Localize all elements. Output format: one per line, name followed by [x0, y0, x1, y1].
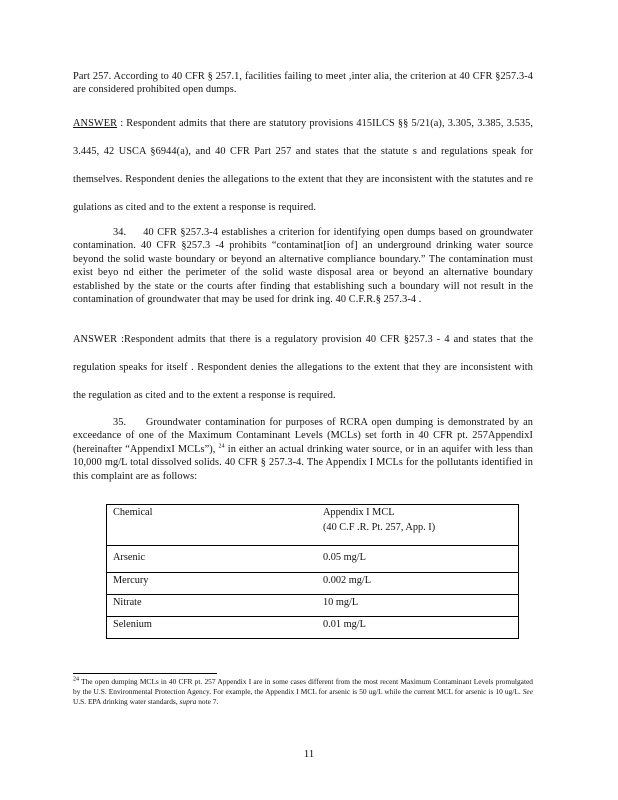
- header-mcl-title: Appendix I MCL: [323, 507, 395, 518]
- paragraph-35-text-b: in either an actual drinking water source, or in an aquifer with less than 10,000 mg/L total dissolved solids. 40 CFR § 257.3-4. The Appendix I MCLs for the pollutants identified in this complaint are as follows:: [73, 443, 533, 482]
- mcl-cell: 10 mg/L: [317, 595, 519, 617]
- footnote-divider: [73, 673, 217, 674]
- footnote-24: [73, 677, 533, 708]
- answer-1-text: : Respondent admits that there are statutory provisions 415ILCS §§ 5/21(a), 3.305, 3.385, 3.535, 3.445, 42 USCA §6944(a), and 40 CFR Part 257 and states that the statute s and regulations speak for themselves. Respondent denies the allegations to the extent that they are inconsistent with the statutes and re gulations as cited and to the extent a response is required.: [73, 118, 533, 213]
- answer-2-text: :Respondent admits that there is a regulatory provision 40 CFR §257.3 - 4 and states that the regulation speaks for itself . Respondent denies the allegations to the extent that they are inconsistent with the regulation as cited and to the extent a response is required.: [73, 334, 533, 401]
- footnote-see-text: U.S. EPA drinking water standards,: [73, 697, 178, 707]
- answer-2: [73, 326, 533, 410]
- mcl-table: [106, 504, 519, 639]
- mcl-cell: 0.002 mg/L: [317, 573, 519, 595]
- table-row: [107, 546, 519, 573]
- header-chemical: Chemical: [107, 505, 318, 546]
- answer-1-label: ANSWER: [73, 118, 118, 129]
- answer-1: [73, 110, 533, 222]
- mcl-cell: 0.01 mg/L: [317, 617, 519, 639]
- table-row: [107, 595, 519, 617]
- intro-paragraph: [73, 70, 533, 97]
- chemical-cell: Selenium: [107, 617, 318, 639]
- intro-text: Part 257. According to 40 CFR § 257.1, facilities failing to meet ,inter alia, the criterion at 40 CFR §257.3-4 are considered prohibited open dumps.: [73, 71, 533, 96]
- answer-2-label: ANSWER: [73, 334, 118, 345]
- chemical-cell: Nitrate: [107, 595, 318, 617]
- footnote-note: note 7.: [198, 697, 219, 707]
- paragraph-34-text: 40 CFR §257.3-4 establishes a criterion for identifying open dumps based on groundwater contamination. 40 CFR §257.3 -4 prohibits “contaminat[ion of] an underground drinking water source beyond the solid waste boundary or beyond an alternative compliance boundary.” The contamination must exist beyo nd either the perimeter of the solid waste disposal area or beyond an alternative boundary established by the state or the courts after finding that establishing such a boundary will not result in the contamination of groundwater that may be used for drink ing. 40 C.F.R.§ 257.3-4 .: [73, 227, 533, 306]
- table-row: [107, 573, 519, 595]
- table-row: [107, 617, 519, 639]
- table-header-row: [107, 505, 519, 546]
- paragraph-34: [73, 226, 533, 306]
- footnote-text: The open dumping MCLs in 40 CFR pt. 257 Appendix I are in some cases different from the most recent Maximum Contaminant Levels promulgated by the U.S. Environmental Protection Agency. For example, the Appendix I MCL for arsenic is 50 ug/L while the current MCL for arsenic is 10 ug/L.: [73, 677, 533, 697]
- chemical-cell: Arsenic: [107, 546, 318, 573]
- paragraph-35-text-a: Groundwater contamination for purposes of RCRA open dumping is demonstrated by an exceedance of one of the Maximum Contaminant Levels (MCLs) set forth in 40 CFR pt. 257AppendixI (hereinafter “AppendixI MCLs”),: [73, 417, 533, 455]
- header-mcl-subtitle: (40 C.F .R. Pt. 257, App. I): [323, 522, 436, 533]
- footnote-number: 24: [73, 676, 79, 683]
- header-mcl: [317, 505, 519, 546]
- footnote-see: See: [522, 687, 533, 697]
- footnote-ref-24[interactable]: 24: [218, 443, 225, 450]
- mcl-cell: 0.05 mg/L: [317, 546, 519, 573]
- page-number: 11: [303, 748, 315, 760]
- paragraph-35: [73, 416, 533, 483]
- paragraph-35-number: 35.: [113, 417, 127, 428]
- footnote-supra: supra: [179, 697, 197, 707]
- paragraph-34-number: 34.: [113, 227, 127, 238]
- chemical-cell: Mercury: [107, 573, 318, 595]
